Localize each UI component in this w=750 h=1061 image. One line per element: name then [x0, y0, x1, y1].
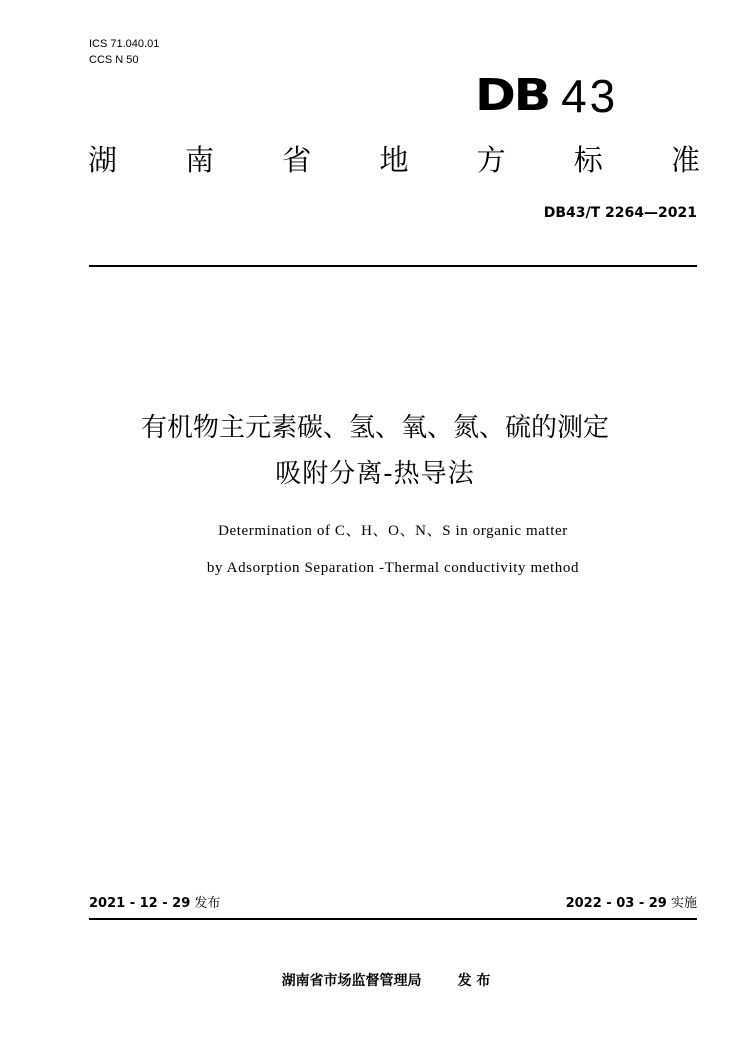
standard-type-char: 准 [670, 143, 700, 177]
ics-code: ICS 71.040.01 [89, 38, 160, 50]
standard-type-char: 省 [282, 143, 312, 177]
title-english-line-2: by Adsorption Separation -Thermal conductivity method [206, 560, 580, 576]
title-chinese-line-1: 有机物主元素碳、氢、氧、氮、硫的测定 [140, 413, 609, 443]
db-logo-letters: DB [475, 70, 549, 121]
publisher-line [0, 972, 750, 990]
title-english-line-1: Determination of C、H、O、N、S in organic matter [218, 523, 568, 539]
bottom-divider [89, 918, 697, 920]
standard-type-char: 标 [573, 143, 603, 177]
implementation-date-value: 2022 - 03 - 29 [565, 896, 667, 911]
standard-type [88, 142, 700, 178]
standard-type-char: 地 [379, 143, 409, 177]
publisher-name: 湖南省市场监督管理局 [281, 973, 422, 989]
standard-type-char: 湖 [88, 143, 118, 177]
issue-date-value: 2021 - 12 - 29 [89, 896, 191, 911]
issue-date-label: 发布 [194, 896, 221, 911]
standard-type-char: 南 [185, 143, 215, 177]
implementation-date-label: 实施 [670, 896, 697, 911]
standard-number: DB43/T 2264—2021 [543, 205, 697, 221]
implementation-date [566, 896, 697, 912]
standard-type-char: 方 [476, 143, 506, 177]
issue-date [89, 896, 220, 912]
publisher-label: 发 布 [457, 973, 491, 989]
db-logo-number: 43 [561, 70, 619, 122]
top-divider [89, 265, 697, 267]
db-logo-mark [475, 72, 618, 120]
ccs-code: CCS N 50 [89, 54, 139, 66]
title-chinese-line-2: 吸附分离-热导法 [275, 459, 475, 489]
